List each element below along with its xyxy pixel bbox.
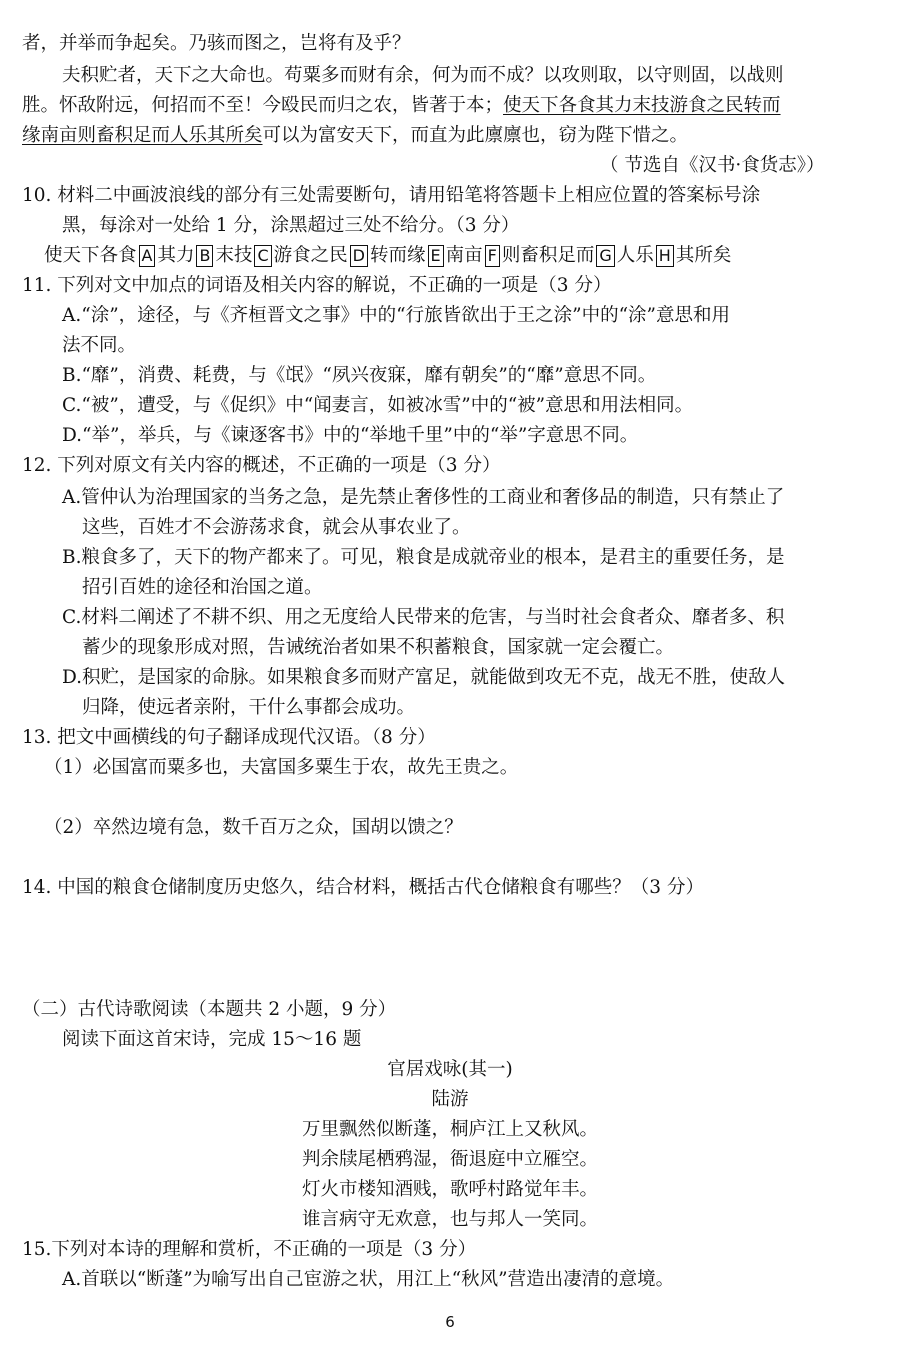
question-10-stem: 10. 材料二中画波浪线的部分有三处需要断句，请用铅笔将答题卡上相应位置的答案标号涂 [22, 185, 761, 206]
q11-option-b: B.“靡”，消费、耗费，与《氓》“夙兴夜寐，靡有朝矣”的“靡”意思不同。 [62, 365, 657, 386]
passage-line [22, 124, 688, 148]
q10-segment: 其力 [157, 245, 195, 266]
q12-option-d: D.积贮，是国家的命脉。如果粮食多而财产富足，就能做到攻无不克，战无不胜，使敌人 [62, 667, 786, 688]
q12-option-c: C.材料二阐述了不耕不织、用之无度给人民带来的危害，与当时社会食者众、靡者多、积 [62, 607, 785, 628]
q11-option-a-cont: 法不同。 [62, 335, 137, 356]
q10-option-box[interactable]: A [139, 245, 156, 267]
q12-option-a-cont: 这些，百姓才不会游荡求食，就会从事农业了。 [82, 517, 471, 538]
poem-author: 陆游 [431, 1089, 469, 1110]
underlined-sentence: 缘南亩则畜积足而人乐其所矣 [22, 125, 263, 146]
question-10-stem: 黑，每涂对一处给 1 分，涂黑超过三处不给分。（3 分） [62, 215, 520, 236]
poem-line: 判余牍尾栖鸦湿，衙退庭中立雁空。 [302, 1149, 599, 1170]
page-number: 6 [445, 1313, 455, 1331]
passage-line: 者，并举而争起矣。乃骇而图之，岂将有及乎？ [22, 33, 411, 54]
q13-sentence-1: （1）必国富而粟多也，夫富国多粟生于农，故先王贵之。 [44, 757, 519, 778]
q11-option-d: D.“举”，举兵，与《谏逐客书》中的“举地千里”中的“举”字意思不同。 [62, 425, 639, 446]
q10-segment: 末技 [215, 245, 253, 266]
q10-option-box[interactable]: H [656, 245, 674, 267]
q12-option-a: A.管仲认为治理国家的当务之急，是先禁止奢侈性的工商业和奢侈品的制造，只有禁止了 [62, 487, 785, 508]
q12-option-b-cont: 招引百姓的途径和治国之道。 [82, 577, 323, 598]
q10-segment: 其所矣 [675, 245, 732, 266]
poem-title: 官居戏咏(其一) [387, 1059, 513, 1080]
q10-answer-row [44, 244, 731, 268]
passage-line: 夫积贮者，天下之大命也。苟粟多而财有余，何为而不成？以攻则取，以守则固，以战则 [62, 65, 784, 86]
q10-option-box[interactable]: C [254, 245, 271, 267]
source-citation: （ 节选自《汉书·食货志》） [600, 155, 825, 176]
q11-option-c: C.“被”，遭受，与《促织》中“闻妻言，如被冰雪”中的“被”意思和用法相同。 [62, 395, 694, 416]
section-intro: 阅读下面这首宋诗，完成 15～16 题 [62, 1029, 362, 1050]
q10-option-box[interactable]: B [196, 245, 213, 267]
question-14-stem: 14. 中国的粮食仓储制度历史悠久，结合材料，概括古代仓储粮食有哪些？（3 分） [22, 877, 704, 898]
q12-option-d-cont: 归降，使远者亲附，干什么事都会成功。 [82, 697, 416, 718]
q10-segment: 游食之民 [273, 245, 348, 266]
q15-option-a: A.首联以“断蓬”为喻写出自己宦游之状，用江上“秋风”营造出凄清的意境。 [62, 1269, 675, 1290]
q11-option-a: A.“涂”，途径，与《齐桓晋文之事》中的“行旅皆欲出于王之涂”中的“涂”意思和用 [62, 305, 730, 326]
passage-text: 可以为富安天下，而直为此廪廪也，窃为陛下惜之。 [262, 125, 689, 146]
q10-option-box[interactable]: F [485, 245, 500, 267]
question-13-stem: 13. 把文中画横线的句子翻译成现代汉语。（8 分） [22, 727, 436, 748]
q12-option-b: B.粮食多了，天下的物产都来了。可见，粮食是成就帝业的根本，是君主的重要任务，是 [62, 547, 785, 568]
poem-line: 灯火市楼知酒贱，歌呼村路觉年丰。 [302, 1179, 599, 1200]
passage-line [22, 94, 781, 118]
section-heading: （二）古代诗歌阅读（本题共 2 小题，9 分） [22, 999, 397, 1020]
passage-text: 胜。怀敌附远，何招而不至！今殴民而归之农，皆著于本； [22, 95, 504, 116]
q10-segment: 使天下各食 [44, 245, 137, 266]
q10-segment: 人乐 [616, 245, 654, 266]
question-12-stem: 12. 下列对原文有关内容的概述，不正确的一项是（3 分） [22, 455, 501, 476]
q10-option-box[interactable]: E [428, 245, 444, 267]
q12-option-c-cont: 蓄少的现象形成对照，告诫统治者如果不积蓄粮食，国家就一定会覆亡。 [82, 637, 675, 658]
q10-option-box[interactable]: D [350, 245, 368, 267]
q10-segment: 则畜积足而 [501, 245, 595, 266]
q10-segment: 南亩 [445, 245, 483, 266]
q10-option-box[interactable]: G [596, 245, 614, 267]
q13-sentence-2: （2）卒然边境有急，数千百万之众，国胡以馈之？ [44, 817, 463, 838]
question-15-stem: 15.下列对本诗的理解和赏析，不正确的一项是（3 分） [22, 1239, 477, 1260]
underlined-sentence: 使天下各食其力末技游食之民转而 [503, 95, 781, 116]
q10-segment: 转而缘 [370, 245, 426, 266]
poem-line: 万里飘然似断蓬，桐庐江上又秋风。 [302, 1119, 599, 1140]
poem-line: 谁言病守无欢意，也与邦人一笑同。 [302, 1209, 599, 1230]
question-11-stem: 11. 下列对文中加点的词语及相关内容的解说，不正确的一项是（3 分） [22, 275, 612, 296]
